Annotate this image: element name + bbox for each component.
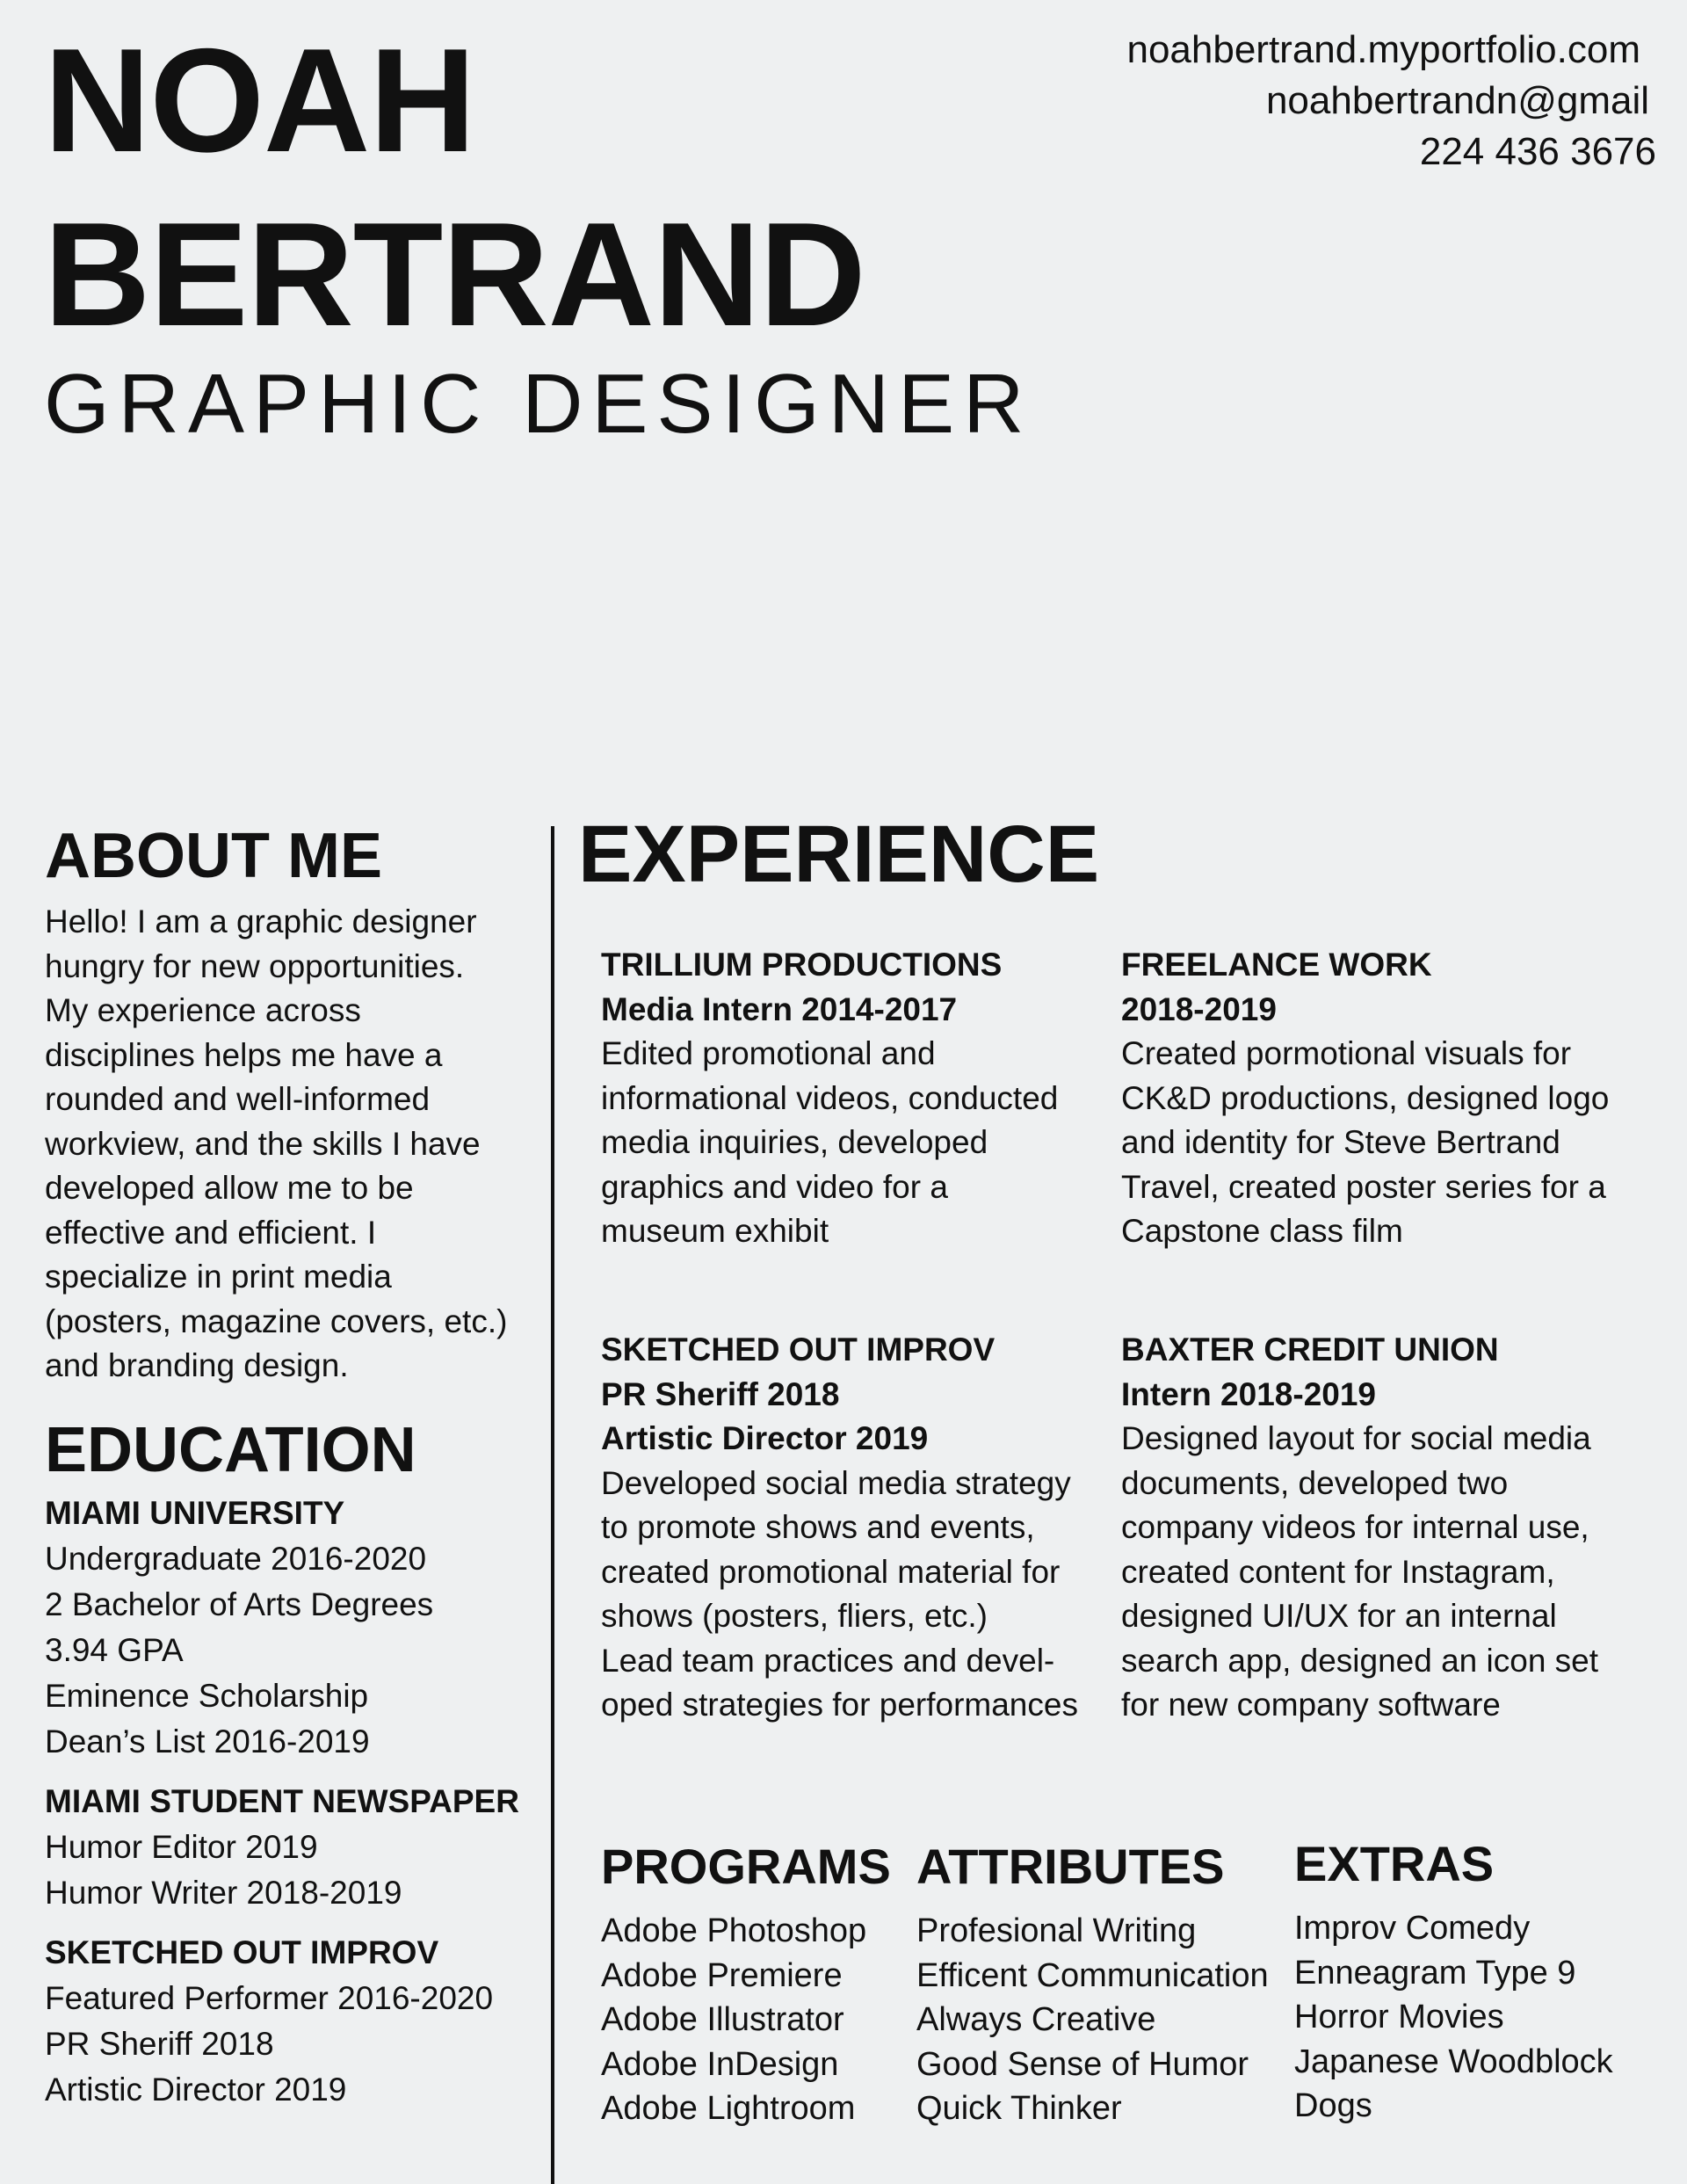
job-line: created promotional material for [601, 1553, 1061, 1590]
website-link[interactable]: noahbertrand.myportfolio.com [1126, 28, 1640, 71]
education-line: Humor Editor 2019 [45, 1829, 318, 1865]
first-name: NOAH [44, 18, 475, 183]
about-line: rounded and well-informed [45, 1081, 431, 1117]
job-title: GRAPHIC DESIGNER [44, 357, 1033, 451]
about-line: My experience across [45, 992, 361, 1028]
extras-section [1294, 1836, 1613, 2129]
job-line: CK&D productions, designed logo [1121, 1079, 1610, 1116]
about-line: disciplines helps me have a [45, 1036, 443, 1073]
education-group [45, 1491, 537, 1765]
education-line: 3.94 GPA [45, 1632, 184, 1668]
job-line: media inquiries, developed [601, 1124, 988, 1160]
about-line: Hello! I am a graphic designer [45, 903, 477, 940]
job-line: Capstone class film [1121, 1213, 1403, 1249]
job-line: Edited promotional and [601, 1035, 936, 1071]
attributes-heading: ATTRIBUTES [916, 1839, 1225, 1894]
education-group-title: SKETCHED OUT IMPROV [45, 1934, 439, 1970]
attribute-item: Always Creative [916, 2001, 1156, 2038]
job-line: museum exhibit [601, 1213, 829, 1249]
education-line: PR Sheriff 2018 [45, 2026, 274, 2062]
job-line: for new company software [1121, 1687, 1501, 1723]
job-company: SKETCHED OUT IMPROV [601, 1331, 996, 1368]
extra-item: Horror Movies [1294, 1999, 1504, 2035]
column-divider [551, 826, 554, 2184]
job-company: FREELANCE WORK [1121, 947, 1432, 983]
extras-heading: EXTRAS [1294, 1836, 1495, 1891]
extra-item: Dogs [1294, 2087, 1372, 2124]
email-link[interactable]: noahbertrandn@gmail [1265, 79, 1649, 122]
job-line: to promote shows and events, [601, 1509, 1035, 1545]
about-line: workview, and the skills I have [45, 1125, 481, 1162]
about-text [45, 900, 537, 1389]
education-line: 2 Bachelor of Arts Degrees [45, 1586, 434, 1622]
job-role: 2018-2019 [1121, 990, 1277, 1027]
job-line: designed UI/UX for an internal [1121, 1598, 1557, 1634]
job-line: shows (posters, fliers, etc.) [601, 1598, 988, 1634]
programs-heading: PROGRAMS [601, 1839, 891, 1894]
job-line: Developed social media strategy [601, 1464, 1071, 1501]
job-entry [1121, 1328, 1631, 1728]
job-line: Created pormotional visuals for [1121, 1035, 1572, 1071]
job-role: Media Intern 2014-2017 [601, 990, 958, 1027]
job-line: search app, designed an icon set [1121, 1642, 1599, 1679]
about-heading: ABOUT ME [45, 821, 382, 891]
job-line: Travel, created poster series for a [1121, 1168, 1606, 1205]
education-group [45, 1930, 537, 2113]
job-entry [601, 943, 1111, 1254]
extra-item: Japanese Woodblock [1294, 2043, 1613, 2080]
contact-block [1126, 25, 1656, 178]
extra-item: Improv Comedy [1294, 1910, 1531, 1947]
program-item: Adobe Photoshop [601, 1912, 867, 1949]
job-role: Intern 2018-2019 [1121, 1375, 1377, 1412]
about-line: hungry for new opportunities. [45, 947, 465, 984]
attribute-item: Quick Thinker [916, 2090, 1122, 2127]
education-group [45, 1779, 537, 1916]
program-item: Adobe Lightroom [601, 2090, 856, 2127]
about-line: specialize in print media [45, 1259, 392, 1295]
job-line: documents, developed two [1121, 1464, 1509, 1501]
job-line: company videos for internal use, [1121, 1509, 1589, 1545]
job-company: BAXTER CREDIT UNION [1121, 1331, 1499, 1368]
job-line: oped strategies for performances [601, 1687, 1078, 1723]
education-line: Dean’s List 2016-2019 [45, 1723, 370, 1760]
education-line: Eminence Scholarship [45, 1678, 369, 1714]
attribute-item: Profesional Writing [916, 1912, 1197, 1949]
education-line: Artistic Director 2019 [45, 2072, 347, 2108]
education-line: Undergraduate 2016-2020 [45, 1541, 427, 1577]
education-heading: EDUCATION [45, 1415, 416, 1485]
job-entry [601, 1328, 1111, 1728]
experience-heading: EXPERIENCE [578, 809, 1100, 899]
job-line: Lead team practices and devel- [601, 1642, 1055, 1679]
about-line: developed allow me to be [45, 1170, 414, 1206]
extra-item: Enneagram Type 9 [1294, 1954, 1576, 1992]
job-company: TRILLIUM PRODUCTIONS [601, 947, 1003, 983]
education-list [45, 1491, 537, 2113]
job-line: created content for Instagram, [1121, 1553, 1555, 1590]
job-role: PR Sheriff 2018 [601, 1375, 840, 1412]
about-line: (posters, magazine covers, etc.) [45, 1302, 508, 1339]
job-line: graphics and video for a [601, 1168, 948, 1205]
education-line: Humor Writer 2018-2019 [45, 1875, 402, 1911]
attribute-item: Good Sense of Humor [916, 2045, 1249, 2083]
phone-number: 224 436 3676 [1419, 130, 1656, 173]
job-line: and identity for Steve Bertrand [1121, 1124, 1560, 1160]
about-line: and branding design. [45, 1347, 349, 1383]
program-item: Adobe Illustrator [601, 2001, 844, 2038]
job-line: informational videos, conducted [601, 1079, 1059, 1116]
last-name: BERTRAND [44, 192, 865, 357]
program-item: Adobe InDesign [601, 2045, 839, 2083]
job-role: Artistic Director 2019 [601, 1420, 929, 1456]
education-line: Featured Performer 2016-2020 [45, 1980, 494, 2016]
job-entry [1121, 943, 1631, 1254]
program-item: Adobe Premiere [601, 1956, 843, 1994]
attributes-section [916, 1839, 1269, 2131]
programs-section [601, 1839, 891, 2131]
education-group-title: MIAMI STUDENT NEWSPAPER [45, 1783, 519, 1819]
about-line: effective and efficient. I [45, 1214, 377, 1251]
attribute-item: Efficent Communication [916, 1956, 1269, 1994]
education-group-title: MIAMI UNIVERSITY [45, 1495, 345, 1531]
job-line: Designed layout for social media [1121, 1420, 1591, 1456]
